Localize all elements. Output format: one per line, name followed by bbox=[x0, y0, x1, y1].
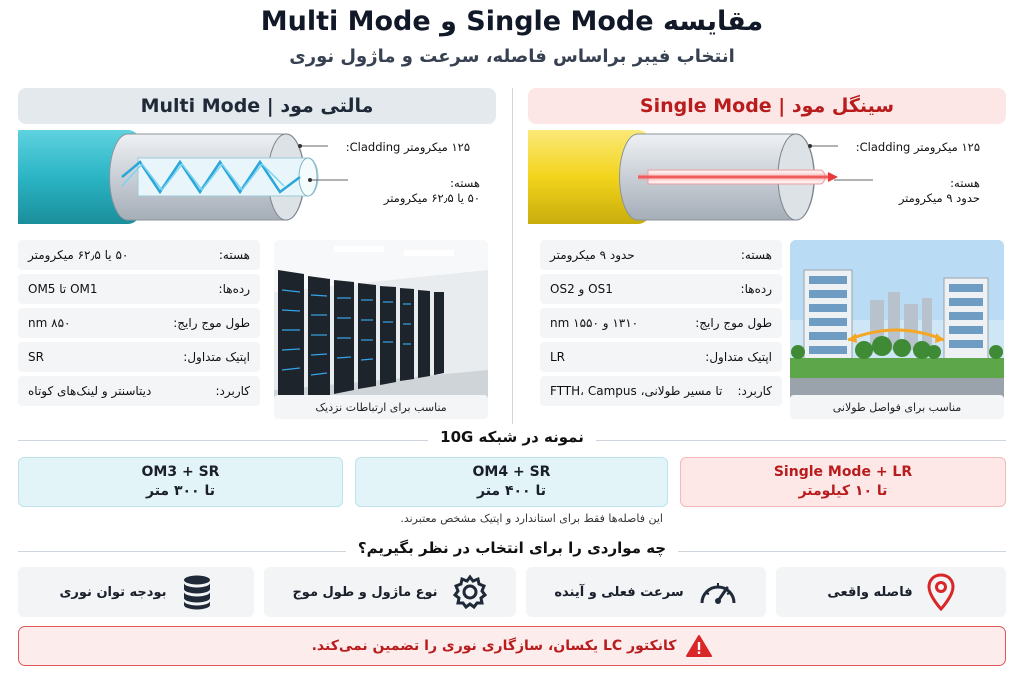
combo-om4-sr bbox=[355, 457, 668, 507]
factors-section-title-text: چه مواردی را برای انتخاب در نظر بگیریم؟ bbox=[346, 539, 678, 557]
combo-om3-sr bbox=[18, 457, 343, 507]
singlemode-core-label bbox=[840, 176, 980, 206]
factor-module-wavelength bbox=[264, 567, 516, 617]
spec-row: رده‌ها: OS1 و OS2 bbox=[540, 274, 782, 304]
factor-real-distance bbox=[776, 567, 1006, 617]
combo-om3-sr-line1: OM3 + SR bbox=[141, 464, 220, 480]
singlemode-spec-list bbox=[540, 240, 782, 410]
factors-section-title bbox=[0, 539, 1024, 557]
combo-om4-sr-line1: OM4 + SR bbox=[472, 464, 551, 480]
connector-warning-banner bbox=[18, 626, 1006, 666]
spec-row: کاربرد: دیتاسنتر و لینک‌های کوتاه bbox=[18, 376, 260, 406]
spec-row: رده‌ها: OM1 تا OM5 bbox=[18, 274, 260, 304]
singlemode-caption: مناسب برای فواصل طولانی bbox=[790, 395, 1004, 419]
spec-row: اپتیک متداول: SR bbox=[18, 342, 260, 372]
spec-row: طول موج رایج: ۱۳۱۰ و ۱۵۵۰ nm bbox=[540, 308, 782, 338]
factor-speed bbox=[526, 567, 766, 617]
spec-row: هسته: ۵۰ یا ۶۲٫۵ میکرومتر bbox=[18, 240, 260, 270]
warning-triangle-icon bbox=[686, 634, 712, 658]
multimode-core-label bbox=[340, 176, 480, 206]
spec-row: کاربرد: تا مسیر طولانی، FTTH، Campus bbox=[540, 376, 782, 406]
multimode-caption: مناسب برای ارتباطات نزدیک bbox=[274, 395, 488, 419]
page-subtitle: انتخاب فیبر براساس فاصله، سرعت و ماژول نوری bbox=[289, 46, 735, 67]
factor-label: نوع ماژول و طول موج bbox=[292, 584, 438, 600]
singlemode-cladding-label: ۱۲۵ میکرومتر Cladding: bbox=[855, 140, 980, 154]
multimode-cladding-label: ۱۲۵ میکرومتر Cladding: bbox=[345, 140, 470, 154]
spec-row: طول موج رایج: ۸۵۰ nm bbox=[18, 308, 260, 338]
gear-icon bbox=[452, 574, 488, 610]
multimode-core-label-line1: هسته: bbox=[450, 176, 480, 190]
example-section-title-text: نمونه در شبکه 10G bbox=[428, 428, 596, 446]
factor-power-budget bbox=[18, 567, 254, 617]
database-icon bbox=[181, 574, 213, 610]
warning-text: کانکتور LC یکسان، سازگاری نوری را تضمین نمی‌کند. bbox=[311, 638, 677, 654]
page-title: مقایسه Single Mode و Multi Mode bbox=[260, 6, 764, 37]
buildings-illustration bbox=[790, 240, 1004, 415]
combo-singlemode-lr-line1: Single Mode + LR bbox=[773, 464, 913, 480]
combo-om3-sr-line2: تا ۳۰۰ متر bbox=[146, 483, 215, 499]
spec-row: اپتیک متداول: LR bbox=[540, 342, 782, 372]
singlemode-core-label-line1: هسته: bbox=[950, 176, 980, 190]
example-section-title bbox=[0, 428, 1024, 446]
location-pin-icon bbox=[927, 573, 955, 611]
singlemode-core-label-line2: حدود ۹ میکرومتر bbox=[898, 191, 980, 205]
multimode-core-label-line2: ۵۰ یا ۶۲٫۵ میکرومتر bbox=[383, 191, 480, 205]
column-divider bbox=[512, 88, 513, 424]
factor-label: بودجه توان نوری bbox=[59, 584, 167, 600]
singlemode-heading: سینگل مود | Single Mode bbox=[528, 88, 1006, 124]
factor-label: سرعت فعلی و آینده bbox=[554, 584, 684, 600]
spec-row: هسته: حدود ۹ میکرومتر bbox=[540, 240, 782, 270]
combo-singlemode-lr bbox=[680, 457, 1006, 507]
speedometer-icon bbox=[698, 575, 738, 609]
factor-label: فاصله واقعی bbox=[827, 584, 913, 600]
multimode-spec-list bbox=[18, 240, 260, 410]
distance-note: این فاصله‌ها فقط برای استاندارد و اپتیک مشخص معتبرند. bbox=[400, 512, 663, 525]
datacenter-illustration bbox=[274, 240, 488, 415]
combo-om4-sr-line2: تا ۴۰۰ متر bbox=[477, 483, 546, 499]
combo-singlemode-lr-line2: تا ۱۰ کیلومتر bbox=[798, 483, 888, 499]
multimode-heading: مالتی مود | Multi Mode bbox=[18, 88, 496, 124]
